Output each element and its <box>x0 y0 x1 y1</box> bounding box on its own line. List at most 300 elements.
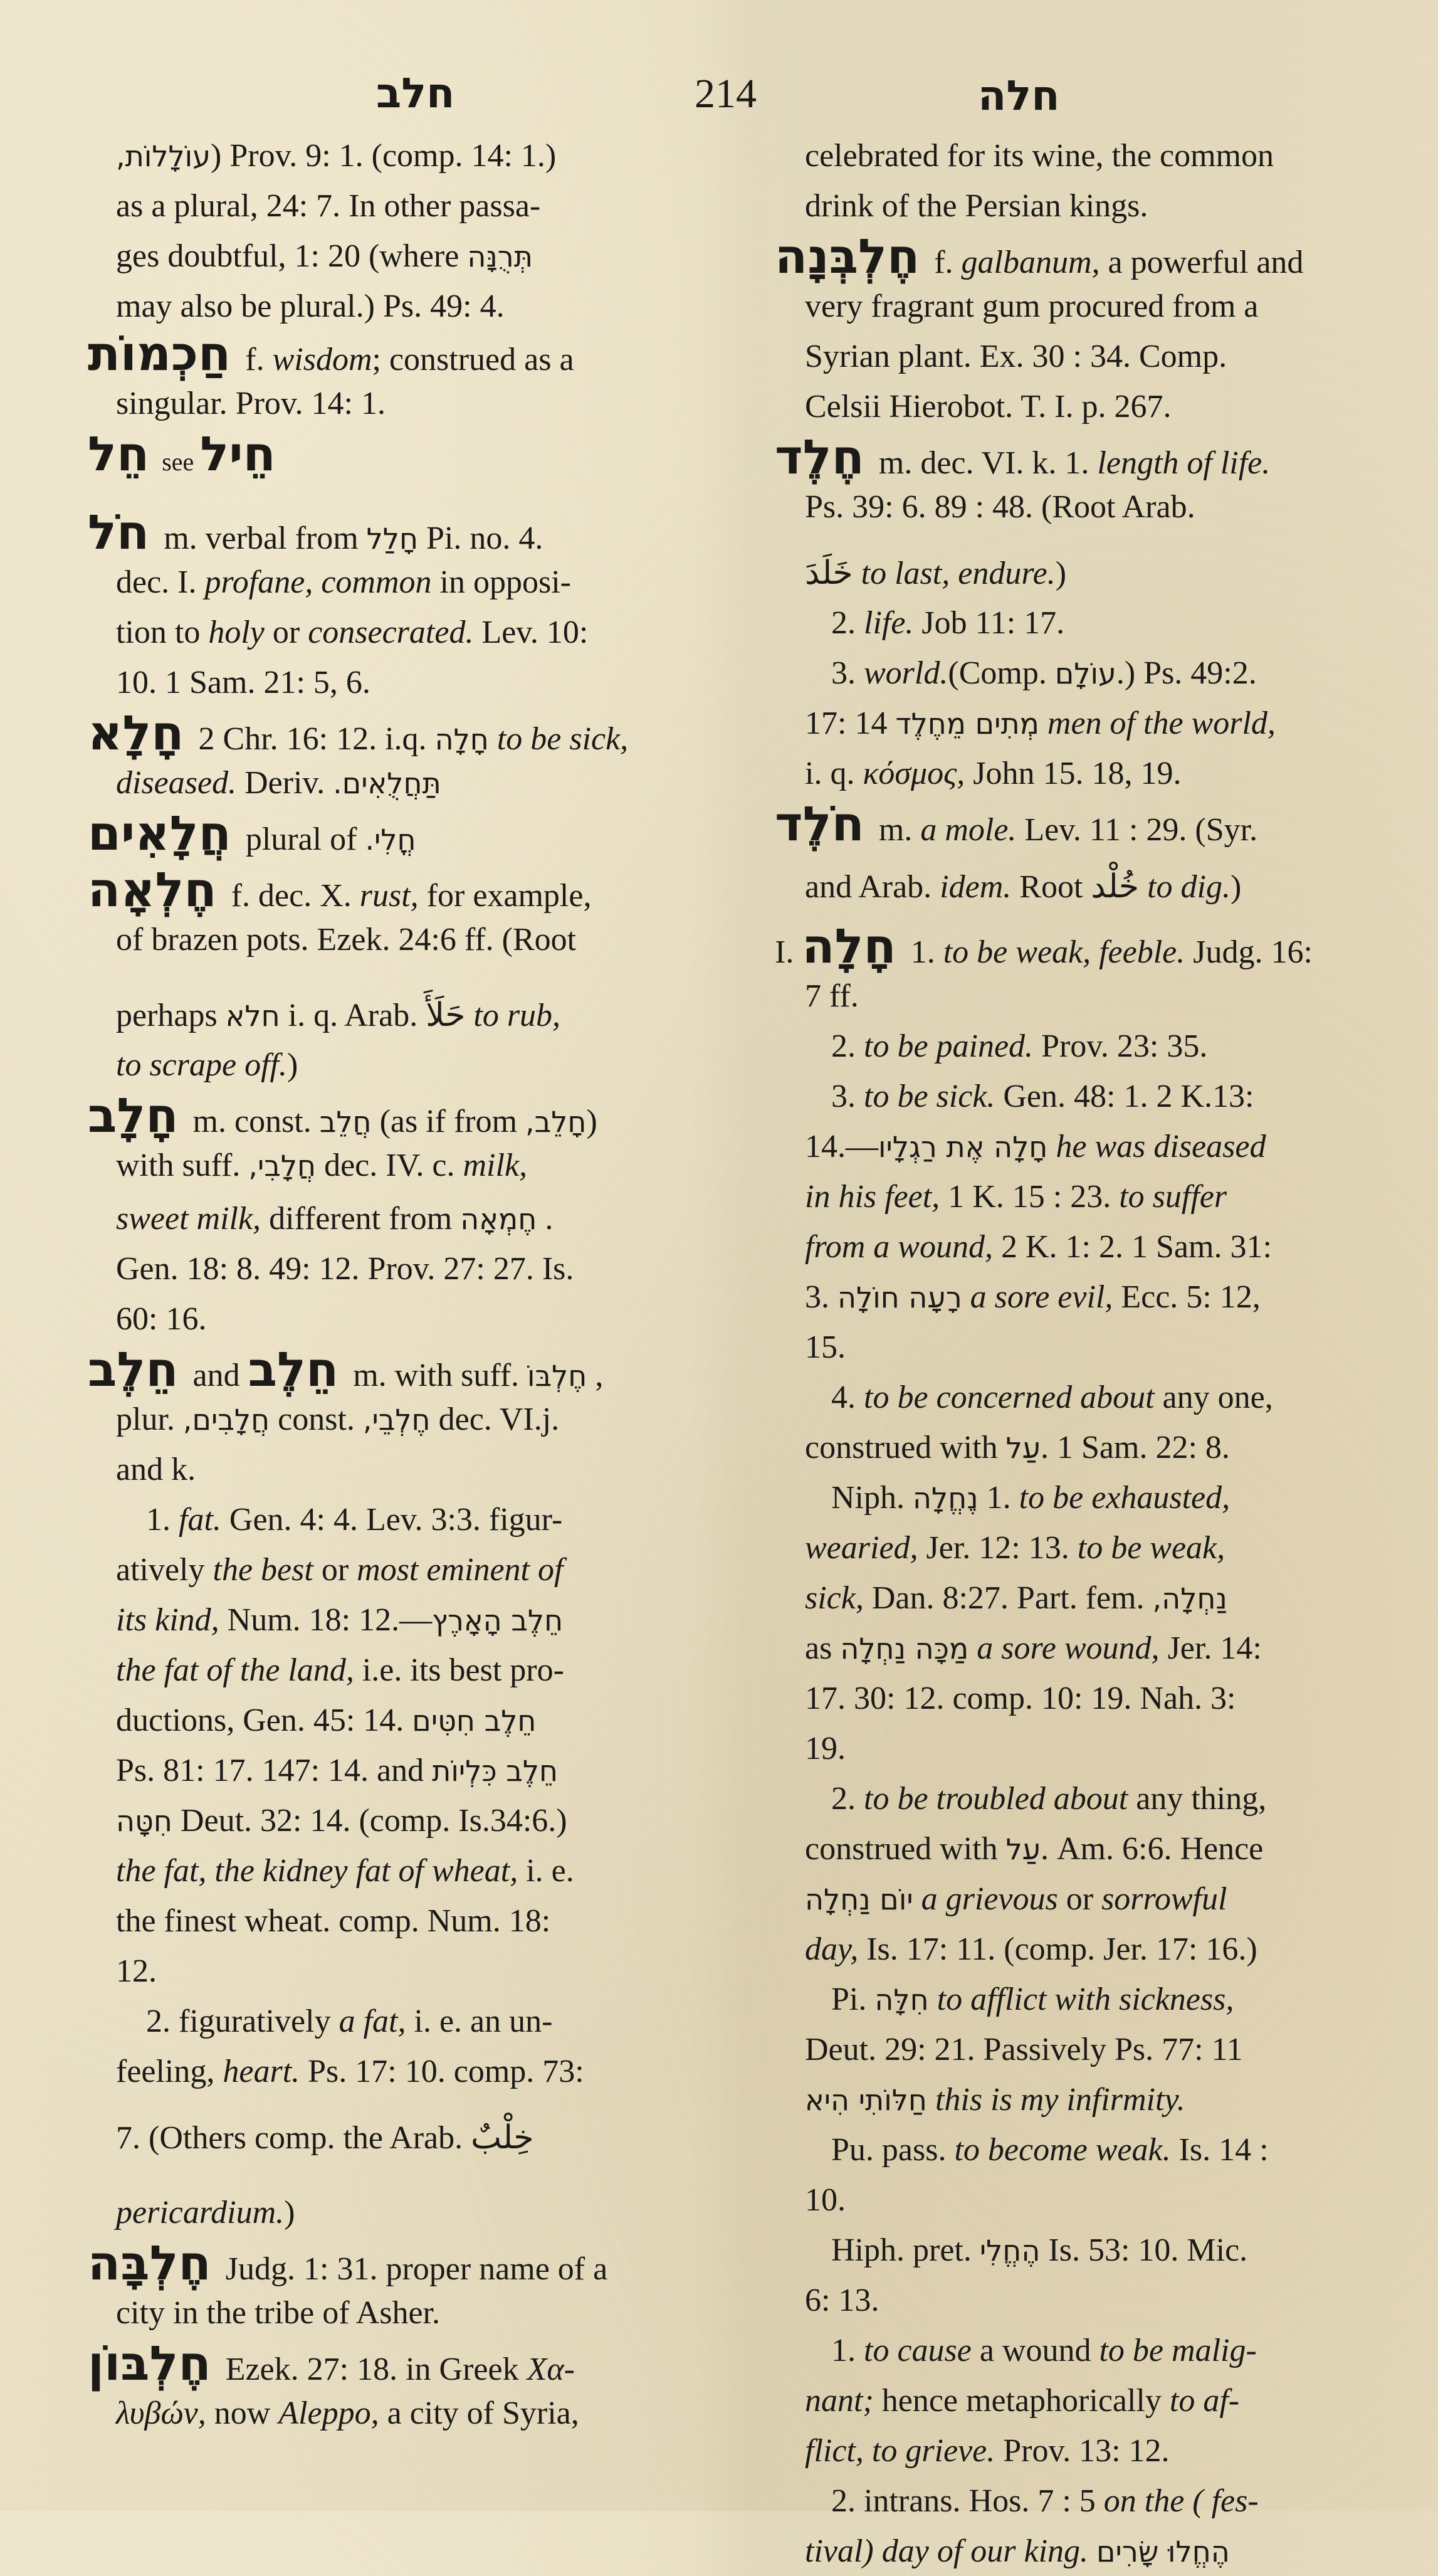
entry-text: 15. <box>805 1329 846 1365</box>
entry-line <box>88 1341 604 1397</box>
entry-text: dec. IV. c. <box>316 1148 463 1183</box>
entry-line <box>831 1474 1230 1523</box>
headword: חֵלֶב <box>248 1341 339 1397</box>
entry-text: i. q. Arab. <box>280 998 426 1033</box>
entry-line <box>146 1997 552 2046</box>
entry-text <box>465 998 473 1033</box>
entry-text: 3. <box>805 1279 837 1315</box>
entry-line <box>805 1925 1257 1974</box>
entry-text: plur. <box>116 1401 183 1437</box>
entry-text: m. with suff. <box>345 1358 528 1393</box>
entry-line <box>805 549 1066 598</box>
hebrew-word: חֵלֶב הָאָרֶץ <box>432 1603 564 1637</box>
entry-line <box>805 1574 1227 1623</box>
entry-text: to be exhausted, <box>1019 1480 1231 1516</box>
entry-line <box>116 282 505 331</box>
entry-text: Is. 14 : <box>1170 2132 1269 2168</box>
entry-text: and <box>184 1358 248 1393</box>
headword: חֶלְאָה <box>88 862 217 917</box>
entry-line <box>116 182 540 231</box>
arabic-word: خَلَدَ <box>805 554 853 592</box>
entry-line <box>805 2427 1170 2476</box>
entry-text: from a wound, <box>805 1229 993 1265</box>
entry-text: pericardium. <box>116 2195 285 2230</box>
entry-text: on the ( fes- <box>1103 2483 1259 2519</box>
entry-line <box>805 749 1182 798</box>
arabic-word: خُلْد <box>1091 868 1140 905</box>
entry-text: dec. VI.j. <box>430 1401 560 1437</box>
entry-line <box>805 1323 846 1372</box>
entry-line <box>116 132 556 181</box>
entry-line <box>805 2276 879 2325</box>
entry-text: m. verbal from <box>155 520 367 556</box>
entry-text: as <box>805 1630 841 1666</box>
entry-text: 60: 16. <box>116 1301 207 1337</box>
entry-line <box>116 1295 206 1344</box>
entry-line <box>116 232 533 281</box>
entry-line <box>805 182 1148 231</box>
entry-line <box>88 1087 597 1143</box>
entry-line <box>805 383 1171 431</box>
entry-text: sorrowful <box>1101 1881 1227 1917</box>
hebrew-word: חֵלֶב כִּלְיוֹת <box>432 1754 559 1788</box>
entry-text: drink of the Persian kings. <box>805 188 1148 224</box>
headword: חֶלְבּוֹן <box>88 2335 211 2391</box>
entry-text: he was diseased <box>1056 1129 1266 1164</box>
entry-text: or <box>313 1552 357 1588</box>
entry-line <box>88 325 574 381</box>
entry-text: Judg. 1: 31. proper name of a <box>217 2251 608 2287</box>
entry-text: m. dec. VI. k. 1. <box>870 445 1098 481</box>
entry-line <box>116 916 576 964</box>
hebrew-word: עַל <box>1005 1832 1041 1866</box>
entry-line <box>88 504 543 560</box>
entry-text: a grievous <box>921 1881 1058 1917</box>
entry-line <box>116 1847 574 1896</box>
entry-text: men of the world, <box>1047 705 1276 741</box>
entry-text: Job 11: 17. <box>913 605 1065 641</box>
entry-text: Aleppo, <box>278 2395 379 2431</box>
entry-text: to be weak, <box>1077 1530 1225 1566</box>
entry-line <box>116 1797 567 1845</box>
entry-text: a wound <box>971 2333 1099 2368</box>
entry-text: 1. <box>902 934 943 970</box>
entry-text: Judg. 16: <box>1185 934 1313 970</box>
entry-line <box>805 2527 1230 2576</box>
entry-text: . Am. 6:6. Hence <box>1041 1831 1264 1867</box>
entry-text: Is. 17: 11. (comp. Jer. 17: 16.) <box>858 1931 1257 1967</box>
entry-text: Χα- <box>527 2352 575 2387</box>
entry-text: to be troubled about <box>864 1781 1128 1817</box>
entry-text: a fat, <box>339 2003 406 2039</box>
entry-line <box>805 2377 1239 2426</box>
entry-text: world. <box>864 655 948 691</box>
entry-text: any thing, <box>1128 1781 1267 1817</box>
entry-text <box>913 1881 921 1917</box>
entry-text: Ezek. 27: 18. in Greek <box>217 2352 527 2387</box>
entry-text: 19. <box>805 1731 846 1766</box>
entry-text: very fragrant gum procured from a <box>805 288 1259 324</box>
entry-text: hence metaphorically <box>873 2383 1170 2419</box>
entry-text: i. q. <box>805 756 863 791</box>
entry-text: const. <box>270 1401 363 1437</box>
entry-text: f. <box>237 342 273 377</box>
hebrew-word: תְּרֻנָּה <box>467 240 533 273</box>
entry-text: Pi. no. 4. <box>418 520 543 556</box>
hebrew-word: חֲלָבִי, <box>248 1149 317 1183</box>
hebrew-word: חֳלִי. <box>365 823 416 857</box>
entry-text: in opposi- <box>431 564 571 600</box>
left-running-head: חלב <box>376 69 455 117</box>
entry-text: ) <box>1230 869 1242 905</box>
entry-text: to be malig- <box>1099 2333 1257 2368</box>
entry-text: f. dec. X. <box>223 878 360 914</box>
entry-text: fat. <box>179 1502 221 1538</box>
entry-text: Niph. <box>831 1480 913 1516</box>
entry-text: most eminent of <box>357 1552 564 1588</box>
entry-text: 7 ff. <box>805 978 859 1014</box>
entry-text: (Comp. <box>948 655 1055 691</box>
entry-text: consecrated. <box>308 615 474 650</box>
entry-text: (as if from <box>371 1104 526 1139</box>
entry-text: to be sick. <box>864 1079 995 1114</box>
entry-text: 2. <box>831 605 864 641</box>
entry-text: λυβών, <box>116 2395 206 2431</box>
entry-text: 2. intrans. Hos. 7 : 5 <box>831 2483 1104 2519</box>
entry-line <box>805 1273 1261 1322</box>
entry-text: Celsii Hierobot. T. I. p. 267. <box>805 389 1172 425</box>
entry-text <box>1039 705 1047 741</box>
hebrew-word: חֲלָבִים, <box>182 1403 270 1437</box>
entry-text: Ecc. 5: 12, <box>1113 1279 1261 1315</box>
entry-text: John 15. 18, 19. <box>965 756 1182 791</box>
entry-line <box>88 862 592 917</box>
entry-text: Prov. 23: 35. <box>1033 1028 1208 1064</box>
entry-text: κόσμος, <box>863 756 965 791</box>
page-number: 214 <box>695 71 757 117</box>
hebrew-word: חֶלְבּוֹ <box>527 1359 587 1393</box>
entry-text: now <box>206 2395 279 2431</box>
entry-line <box>146 1496 562 1544</box>
entry-text: this is my infirmity. <box>935 2082 1185 2118</box>
entry-line <box>88 705 629 761</box>
entry-text: construed with <box>805 1831 1006 1867</box>
entry-text: 1. <box>978 1480 1019 1516</box>
entry-line <box>775 918 1313 974</box>
entry-line <box>831 1373 1273 1422</box>
hebrew-word: חִטָּה <box>116 1804 172 1838</box>
entry-line <box>805 699 1276 748</box>
entry-text: different from <box>261 1201 461 1237</box>
hebrew-word: חֶמְאָה <box>460 1202 537 1236</box>
entry-line <box>775 429 1271 485</box>
headword: חֵל <box>88 426 150 482</box>
entry-line <box>831 1072 1254 1121</box>
entry-text: 17: 14 <box>805 705 896 741</box>
entry-text: 2 Chr. 16: 12. i.q. <box>190 721 435 757</box>
entry-line <box>116 1445 196 1494</box>
entry-text: a city of Syria, <box>379 2395 579 2431</box>
entry-line <box>805 1724 846 1773</box>
entry-text: sick, <box>805 1580 864 1616</box>
entry-text: to cause <box>864 2333 972 2368</box>
entry-text: to last, endure. <box>861 556 1056 591</box>
entry-text: and Arab. <box>805 869 940 905</box>
entry-text: see <box>155 448 201 476</box>
entry-text: the finest wheat. comp. Num. 18: <box>116 1903 551 1939</box>
headword: חֵלֶב <box>88 1341 179 1397</box>
entry-text <box>1088 2533 1096 2569</box>
entry-line <box>116 1897 550 1946</box>
entry-text <box>1139 869 1147 905</box>
hebrew-word: תַּחֲלֻאִים. <box>333 766 441 800</box>
entry-line <box>831 1775 1266 1824</box>
entry-text <box>968 1630 977 1666</box>
entry-line <box>775 228 1304 284</box>
entry-text: 3. <box>831 1079 864 1114</box>
entry-line <box>831 1022 1207 1071</box>
entry-text: ) <box>286 1047 298 1083</box>
entry-text: a mole. <box>920 812 1017 848</box>
entry-text: m. const. <box>184 1104 320 1139</box>
entry-line <box>805 2025 1243 2074</box>
entry-line <box>831 2226 1247 2275</box>
entry-text: Lev. 11 : 29. (Syr. <box>1016 812 1258 848</box>
entry-text: common <box>321 564 432 600</box>
entry-text: 2. <box>831 1028 864 1064</box>
entry-text: tion to <box>116 615 209 650</box>
entry-line <box>116 1947 157 1996</box>
hebrew-word: חָלֵב, <box>525 1105 587 1139</box>
entry-text: Pu. pass. <box>831 2132 955 2168</box>
arabic-word: حَلَأَ <box>426 996 466 1034</box>
entry-line <box>116 2047 584 2096</box>
entry-line <box>116 1596 563 1645</box>
entry-text <box>927 2082 935 2118</box>
entry-line <box>88 2335 575 2391</box>
entry-line <box>116 2389 579 2438</box>
entry-text: to suffer <box>1119 1179 1227 1215</box>
entry-text: Gen. 4: 4. Lev. 3:3. figur- <box>221 1502 563 1538</box>
entry-text: . <box>537 1201 554 1237</box>
headword: חַכְמוֹת <box>88 325 231 381</box>
entry-text: to rub, <box>473 998 561 1033</box>
entry-line <box>805 1624 1262 1673</box>
entry-line <box>805 1524 1225 1573</box>
entry-line <box>116 2113 534 2162</box>
entry-text: milk, <box>463 1148 528 1183</box>
entry-text: nant; <box>805 2383 874 2419</box>
entry-text: . 1 Sam. 22: 8. <box>1041 1430 1230 1465</box>
entry-text: and k. <box>116 1452 196 1487</box>
hebrew-word: עַל <box>1005 1431 1041 1465</box>
entry-line <box>116 1696 536 1745</box>
entry-line <box>116 1395 559 1444</box>
entry-line <box>805 132 1274 181</box>
entry-line <box>116 1141 527 1190</box>
entry-text: ) <box>1055 556 1067 591</box>
entry-line <box>805 282 1258 331</box>
entry-text: of brazen pots. Ezek. 24:6 ff. (Root <box>116 922 577 958</box>
entry-text: atively <box>116 1552 213 1588</box>
headword: חֶלְבָּה <box>88 2235 211 2291</box>
entry-line <box>805 862 1241 911</box>
entry-text: ges doubtful, 1: 20 (where <box>116 238 468 274</box>
entry-text: tival) day of our king. <box>805 2533 1089 2569</box>
entry-line <box>116 1746 558 1795</box>
entry-text: with suff. <box>116 1148 249 1183</box>
entry-text: .) Ps. 49:2. <box>1116 655 1257 691</box>
entry-text: life. <box>864 605 914 641</box>
entry-text: i. e. <box>518 1853 574 1889</box>
entry-text: profane, <box>204 564 313 600</box>
headword: חָלָב <box>88 1087 179 1143</box>
entry-line <box>116 608 588 657</box>
entry-text: wisdom <box>272 342 372 377</box>
entry-text <box>489 721 497 757</box>
entry-text <box>313 564 321 600</box>
entry-text: a powerful and <box>1099 245 1304 280</box>
entry-line <box>831 2326 1257 2375</box>
entry-text: Syrian plant. Ex. 30 : 34. Comp. <box>805 339 1227 374</box>
entry-line <box>775 796 1258 852</box>
entry-line <box>831 599 1064 648</box>
hebrew-word: חִלָּה <box>874 1983 929 2017</box>
arabic-word: خِلْبٌ <box>471 2119 534 2156</box>
entry-text: 14.— <box>805 1129 878 1164</box>
hebrew-word: מַכָּה נַחְלָה <box>840 1632 969 1665</box>
hebrew-word: חֲלֵב <box>319 1105 372 1139</box>
hebrew-word: עוֹלָלוֹת, <box>116 139 211 173</box>
entry-text: to be weak, feeble. <box>943 934 1185 970</box>
entry-line <box>805 1825 1263 1874</box>
entry-text: celebrated for its wine, the common <box>805 138 1274 174</box>
entry-text: Prov. 13: 12. <box>995 2433 1170 2469</box>
hebrew-word: מְתִים מֵחֶלֶד <box>895 707 1039 741</box>
entry-line <box>116 759 441 808</box>
entry-text: Hiph. pret. <box>831 2232 980 2268</box>
entry-text: Deriv. <box>236 765 333 801</box>
entry-text: construed with <box>805 1430 1006 1465</box>
entry-text: 2. figuratively <box>146 2003 339 2039</box>
entry-text: as a plural, 24: 7. In other passa- <box>116 188 541 224</box>
entry-text: or <box>1058 1881 1102 1917</box>
entry-text: 3. <box>831 655 864 691</box>
hebrew-word: חָלַל <box>366 522 418 556</box>
entry-text: Ps. 81: 17. 147: 14. and <box>116 1753 433 1788</box>
entry-text: the best <box>213 1552 313 1588</box>
entry-text <box>962 1279 970 1315</box>
entry-text: ) <box>284 2195 295 2230</box>
entry-line <box>805 1223 1272 1272</box>
headword: חֵיל <box>200 426 276 482</box>
entry-line <box>116 379 386 428</box>
headword: חֶלֶד <box>775 429 864 485</box>
entry-text: any one, <box>1154 1380 1273 1415</box>
entry-line <box>805 2176 846 2225</box>
entry-text: Jer. 14: <box>1159 1630 1262 1666</box>
headword: חֶלְבְּנָה <box>775 228 920 284</box>
headword: חֲלָאִים <box>88 805 231 861</box>
entry-text: 2. <box>831 1781 864 1817</box>
right-running-head: חלה <box>978 71 1060 120</box>
entry-text: may also be plural.) Ps. 49: 4. <box>116 288 505 324</box>
entry-line <box>805 1674 1236 1723</box>
entry-text: wearied, <box>805 1530 918 1566</box>
entry-text: , <box>587 1358 604 1393</box>
entry-line <box>805 1875 1227 1924</box>
entry-line <box>805 1173 1227 1222</box>
entry-text: Dan. 8:27. Part. fem. <box>863 1580 1153 1616</box>
entry-line <box>805 483 1195 532</box>
entry-text: Pi. <box>831 1982 875 2017</box>
entry-text: Lev. 10: <box>473 615 589 650</box>
entry-text: feeling, <box>116 2054 223 2089</box>
entry-line <box>88 426 282 482</box>
hebrew-word: רָעָה חוֹלָה <box>837 1280 962 1314</box>
entry-line <box>88 2235 608 2291</box>
entry-text: Jer. 12: 13. <box>918 1530 1078 1566</box>
hebrew-word: חָלָה אֶת רַגְלָיו <box>878 1130 1048 1164</box>
entry-line <box>805 332 1227 381</box>
entry-text: its kind, <box>116 1602 219 1638</box>
entry-text: for example, <box>418 878 592 914</box>
entry-text <box>853 556 861 591</box>
entry-text: a sore wound, <box>977 1630 1160 1666</box>
entry-text: Gen. 48: 1. 2 K.13: <box>995 1079 1254 1114</box>
entry-line <box>831 2126 1269 2175</box>
entry-text: to scrape off. <box>116 1047 287 1083</box>
headword: חֹלֶד <box>775 796 864 852</box>
entry-text: 1 K. 15 : 23. <box>940 1179 1120 1215</box>
entry-text <box>929 1982 937 2017</box>
entry-text: i. e. an un- <box>406 2003 553 2039</box>
entry-text <box>1047 1129 1056 1164</box>
entry-text: ductions, Gen. 45: 14. <box>116 1702 412 1738</box>
entry-text: the fat, the kidney fat of wheat, <box>116 1853 518 1889</box>
entry-line <box>116 1195 553 1243</box>
entry-text: galbanum, <box>961 245 1100 280</box>
entry-text: diseased. <box>116 765 237 801</box>
hebrew-word: עוֹלָם <box>1054 657 1116 690</box>
entry-text: Gen. 18: 8. 49: 12. Prov. 27: 27. Is. <box>116 1251 574 1287</box>
entry-line <box>116 1245 574 1294</box>
entry-text: 12. <box>116 1953 157 1989</box>
entry-text: 1. <box>146 1502 179 1538</box>
hebrew-word: חַלּוֹתִי הִיא <box>805 2083 927 2117</box>
entry-line <box>116 1646 564 1695</box>
entry-text: to afflict with sickness, <box>937 1982 1234 2017</box>
entry-line <box>831 1975 1234 2024</box>
entry-line <box>805 1423 1230 1472</box>
entry-text: Ps. 39: 6. 89 : 48. (Root Arab. <box>805 489 1195 525</box>
entry-line <box>116 558 571 607</box>
entry-text: to be pained. <box>864 1028 1034 1064</box>
entry-text: Root <box>1011 869 1091 905</box>
entry-line <box>831 2477 1259 2526</box>
entry-text: a sore evil, <box>970 1279 1113 1315</box>
entry-line <box>116 1041 298 1090</box>
entry-line <box>805 972 859 1021</box>
entry-text: m. <box>870 812 921 848</box>
entry-text: Is. 53: 10. Mic. <box>1040 2232 1248 2268</box>
hebrew-word: יוֹם נַחְלָה <box>805 1882 913 1916</box>
entry-text: the fat of the land, <box>116 1652 354 1688</box>
entry-text: to dig. <box>1147 869 1231 905</box>
hebrew-word: חֶלְבֵי, <box>362 1403 431 1437</box>
entry-text: 17. 30: 12. comp. 10: 19. Nah. 3: <box>805 1681 1236 1716</box>
entry-text: perhaps <box>116 998 226 1033</box>
